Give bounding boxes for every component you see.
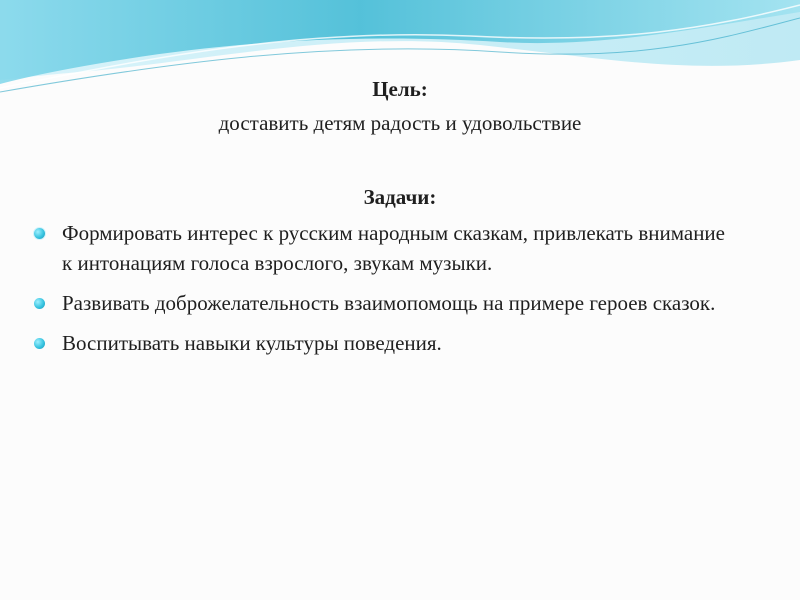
round-bullet-icon bbox=[34, 338, 45, 349]
task-text: Воспитывать навыки культуры поведения. bbox=[62, 331, 442, 355]
task-text: Формировать интерес к русским народным сказкам, привлекать внимание к интонациям голоса взрослого, звукам музыки. bbox=[62, 221, 725, 275]
tasks-heading: Задачи: bbox=[363, 185, 437, 209]
tasks-list bbox=[30, 218, 730, 368]
round-bullet-icon bbox=[34, 228, 45, 239]
task-item bbox=[30, 288, 730, 318]
goal-text: доставить детям радость и удовольствие bbox=[218, 111, 582, 135]
task-text: Развивать доброжелательность взаимопомощь на примере героев сказок. bbox=[62, 291, 716, 315]
goal-heading: Цель: bbox=[372, 77, 428, 101]
task-item bbox=[30, 328, 730, 358]
task-item bbox=[30, 218, 730, 278]
round-bullet-icon bbox=[34, 298, 45, 309]
